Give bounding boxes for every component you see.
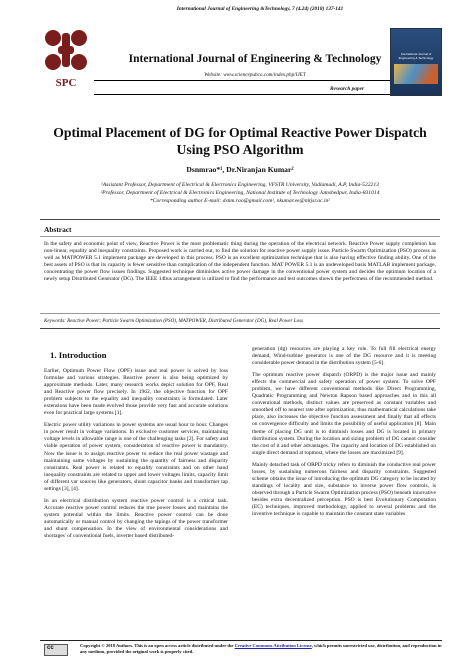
title-line-1: Optimal Placement of DG for Optimal Reactive Power Dispatch bbox=[53, 125, 427, 140]
cc-license-icon[interactable] bbox=[44, 644, 68, 656]
keywords-rule bbox=[40, 313, 440, 314]
paragraph: Earlier, Optimum Power Flow (OPF) issue and real power is solved by loss formulae and various strategies. Reactive power is also being optimized by approximate methods. Later, many research works depict solution for OPF, Real and Reactive power flow precisely. In 1962, the objective function for OPF problem subjects to the equality and inequality constraints is formulated. Later extensions have been made evolved those provide very fast and accurate solutions even for practical large systems [1]. bbox=[44, 368, 228, 417]
journal-header bbox=[0, 0, 474, 100]
corresponding-email: *Corresponding author E-mail: dsnm.rao@gmail.com¹, nkumar.ee@nitjsr.ac.in² bbox=[149, 198, 330, 204]
paragraph: In an electrical distribution system reactive power control is a critical task. Accurate reactive power control reduces the true power losses and maintains the system potential within the limits. Reactive power control can be done automatically or manual control by changing the tapings of the power transformer and shunt compensation. In the view of environmental considerations and shortages' of conventional fuels, inverter based distributed- bbox=[44, 497, 228, 540]
abstract-bottom-rule bbox=[40, 328, 440, 329]
paragraph: The optimum reactive power dispatch (ORPD) is the major issue and mainly effects the commercial and safety operation of power system. To solve OPF problem, we have different conventional methods like Direct Programming, Quadratic Programming and Newton Rapson based approaches and in this all conventional methods, distinct values are preserved as constant variables and smoothed off to nearest rate after optimization, thus mathematical calculations take place, also increases the objective function assessment and finally that all effects on convergence difficulty and limits the possibility of useful application [8]. Main theme of placing DG unit is to diminish losses and DG is located in primary distribution system. During the location and sizing problem of DG cannot consider the cost of it and other advantages. The capacity and location of DG established on single direct demand at topmost, where the losses are maximized [9]. bbox=[252, 372, 436, 456]
header-rule bbox=[94, 80, 391, 81]
title-line-2: Using PSO Algorithm bbox=[176, 142, 304, 157]
logo-text: SPC bbox=[55, 77, 77, 89]
license-link[interactable]: Creative Commons Attribution License bbox=[234, 643, 312, 648]
left-column bbox=[44, 368, 228, 545]
abstract-heading: Abstract bbox=[44, 225, 72, 234]
paper-type-label: Research paper bbox=[330, 86, 364, 92]
copyright-suffix: , which permits unrestricted use, distribution, and reproduction in any medium, provided the original work is properly cited. bbox=[80, 643, 442, 654]
keywords: Keywords: Reactive Power; Particle Swarm Optimization (PSO), MATPOWER, Distributed Generator (DG), Real Power Loss bbox=[44, 318, 304, 324]
cc-badge-text: cc bbox=[47, 645, 54, 651]
citation-line: International Journal of Engineering &Technology, 7 (4.24) (2018) 137-141 bbox=[176, 6, 344, 12]
header-rule-bottom bbox=[94, 94, 391, 95]
paragraph: Mainly detached task of ORPD tricky refers to diminish the conductive real power losses, by sustaining numerous fairness and disparity constraints. Suggested scheme obtains the issue of introducing the optimum DG category to be located by standings of locality and size, substance to inverse power flow controls, is observed through a Particle Swarm Optimization process (PSO) beneath innovative besides extra decentralized perception. PSO is best Evolutionary Computation (EC) techniques, improved methodology, applied to several problems and the inventive technique is capable to maintain the constant state variables bbox=[252, 461, 436, 518]
footer-rule bbox=[40, 640, 442, 641]
journal-website-link[interactable]: Website: www.sciencepubco.com/index.php/IJET bbox=[204, 72, 306, 78]
abstract-heading-rule bbox=[40, 236, 440, 237]
right-column bbox=[252, 346, 436, 523]
paper-title bbox=[40, 124, 440, 158]
author-list: Dsnmrao*¹, Dr.Niranjan Kumar² bbox=[186, 165, 294, 174]
abstract-top-rule bbox=[40, 219, 440, 220]
section-heading-introduction: 1. Introduction bbox=[50, 350, 107, 360]
affiliation-1: ¹Assistant Professor, Department of Electrical & Electronics Engineering, VFSTR University, Vadlamudi, A.P, India-522213 bbox=[101, 182, 379, 188]
paragraph: generation (dg) resources are playing a key role. To full fill electrical energy demand, Wind-turbine generator is one of the DG resource and it is meeting considerable power demand in the distribution system [5-6]. bbox=[252, 346, 436, 367]
copyright-notice bbox=[80, 643, 442, 655]
publisher-logo-icon bbox=[40, 28, 92, 90]
cover-artwork bbox=[394, 64, 438, 84]
affiliation-2: ²Professor, Department of Electrical & Electronics Engineering, National Institute of Technology Jamshedpur, India-831014 bbox=[100, 190, 380, 196]
paragraph: Electric power utility variations in power systems are usual hour to hour. Changes in power result in voltage variations. In exclusive customer services, maintaining voltage levels in allowable range is one of the challenging tasks [2]. For safety and viable operation of power system, consideration of reactive power is mandatory. Now the issue is to assign reactive power to reduce the real power wastage and maintaining same voltages by sustaining the quantity of fairness and disparity constraints. Real power is related to equality constraints and on other hand inequality constraints are related to upper and lower voltages limits, capacity limit of different var sources like generators, shunt capacitor banks and transformer tap settings [3], [4]. bbox=[44, 422, 228, 492]
cover-title: International Journal of Engineering & Technology bbox=[398, 52, 434, 60]
abstract-body: In the safety and economic point of view, Reactive Power is the most problematic thing during the operation of the electrical network. Reactive Power supply completion has non-linear, equality and inequality constraints. Proposed work is carried out, to find the solution for reactive power supply issue. Particle Swarm Optimization (PSO) process as well as MATPOWER 5.1 implement package are developed in this process. PSO is an excellent optimization technique that is also having effective finding ability. One of the best assets of PSO is that its capacity is fewer sensitive than complication of the independent function. MAT POWER 5.1 is an undeveloped basis MATLAB implement package, concentrating the power flow issues findings. Suggested technique diminishes active power damage in the conventional power system and decides the optimum location of a newly setup Distributed Generator (DG). The IEEE 14bus arrangement is utilized to find the performance and test outcomes shown the perfectness of the recommended method. bbox=[44, 241, 436, 283]
journal-title: International Journal of Engineering & Technology bbox=[128, 53, 382, 65]
journal-cover-image bbox=[390, 28, 442, 96]
copyright-prefix: Copyright © 2018 Authors. This is an open access article distributed under the bbox=[80, 643, 235, 648]
